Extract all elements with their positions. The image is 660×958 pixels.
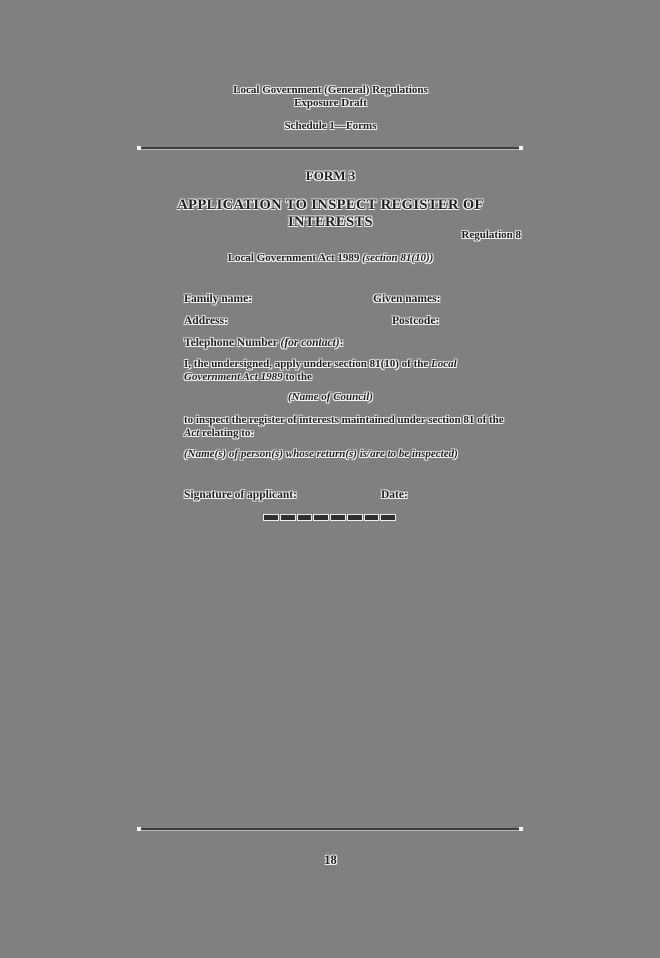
- signature-line-segment: [347, 514, 363, 521]
- telephone-label-colon: :: [339, 337, 344, 349]
- act-citation: [140, 252, 521, 265]
- signature-label: Signature of applicant:: [184, 489, 297, 501]
- header-exposure-draft: Exposure Draft: [294, 97, 367, 109]
- postcode-label: Postcode:: [392, 315, 440, 327]
- inspect-clause-text-1: to inspect the register of interests maintained under section 81 of the: [184, 414, 504, 426]
- header-rule: [139, 147, 521, 149]
- persons-note: (Name(s) of person(s) whose return(s) is/are to be inspected): [184, 448, 458, 460]
- signature-line-segment: [263, 514, 279, 521]
- inspect-clause-text-2: relating to:: [199, 426, 255, 439]
- date-label: Date:: [381, 489, 408, 501]
- given-names-label: Given names:: [373, 293, 441, 305]
- regulation-reference: Regulation 8: [461, 229, 521, 241]
- signature-line-segment: [380, 514, 396, 521]
- telephone-label: [184, 337, 343, 350]
- signature-line-segment: [297, 514, 313, 521]
- signature-line-segment: [330, 514, 346, 521]
- council-name-placeholder: (Name of Council): [288, 391, 373, 403]
- declaration-paragraph: [184, 358, 529, 383]
- family-name-label: Family name:: [184, 293, 253, 305]
- address-label: Address:: [184, 315, 228, 327]
- form-title: APPLICATION TO INSPECT REGISTER OF INTERESTS: [177, 197, 484, 230]
- signature-line: [263, 514, 396, 521]
- form-number: FORM 3: [305, 168, 356, 183]
- act-citation-section: (section 81(10)): [362, 252, 434, 264]
- declaration-act-1: Local: [431, 358, 457, 370]
- header-regulation-title: Local Government (General) Regulations: [233, 84, 428, 96]
- declaration-text-2: to the: [282, 370, 312, 383]
- page-number: 18: [324, 853, 337, 867]
- footer-rule: [139, 828, 521, 830]
- telephone-contact-note: (for contact): [280, 337, 340, 349]
- declaration-text-1: I, the undersigned, apply under section 81(10) of the: [184, 358, 432, 370]
- signature-line-segment: [313, 514, 329, 521]
- telephone-label-text: Telephone Number: [184, 337, 281, 349]
- signature-line-segment: [364, 514, 380, 521]
- declaration-act-2: Government Act 1989: [184, 370, 283, 383]
- inspect-clause: [184, 414, 529, 439]
- header-schedule: Schedule 1—Forms: [284, 120, 377, 132]
- signature-line-segment: [280, 514, 296, 521]
- act-citation-name: Local Government Act 1989: [227, 252, 363, 264]
- inspect-clause-act: Act: [184, 426, 200, 439]
